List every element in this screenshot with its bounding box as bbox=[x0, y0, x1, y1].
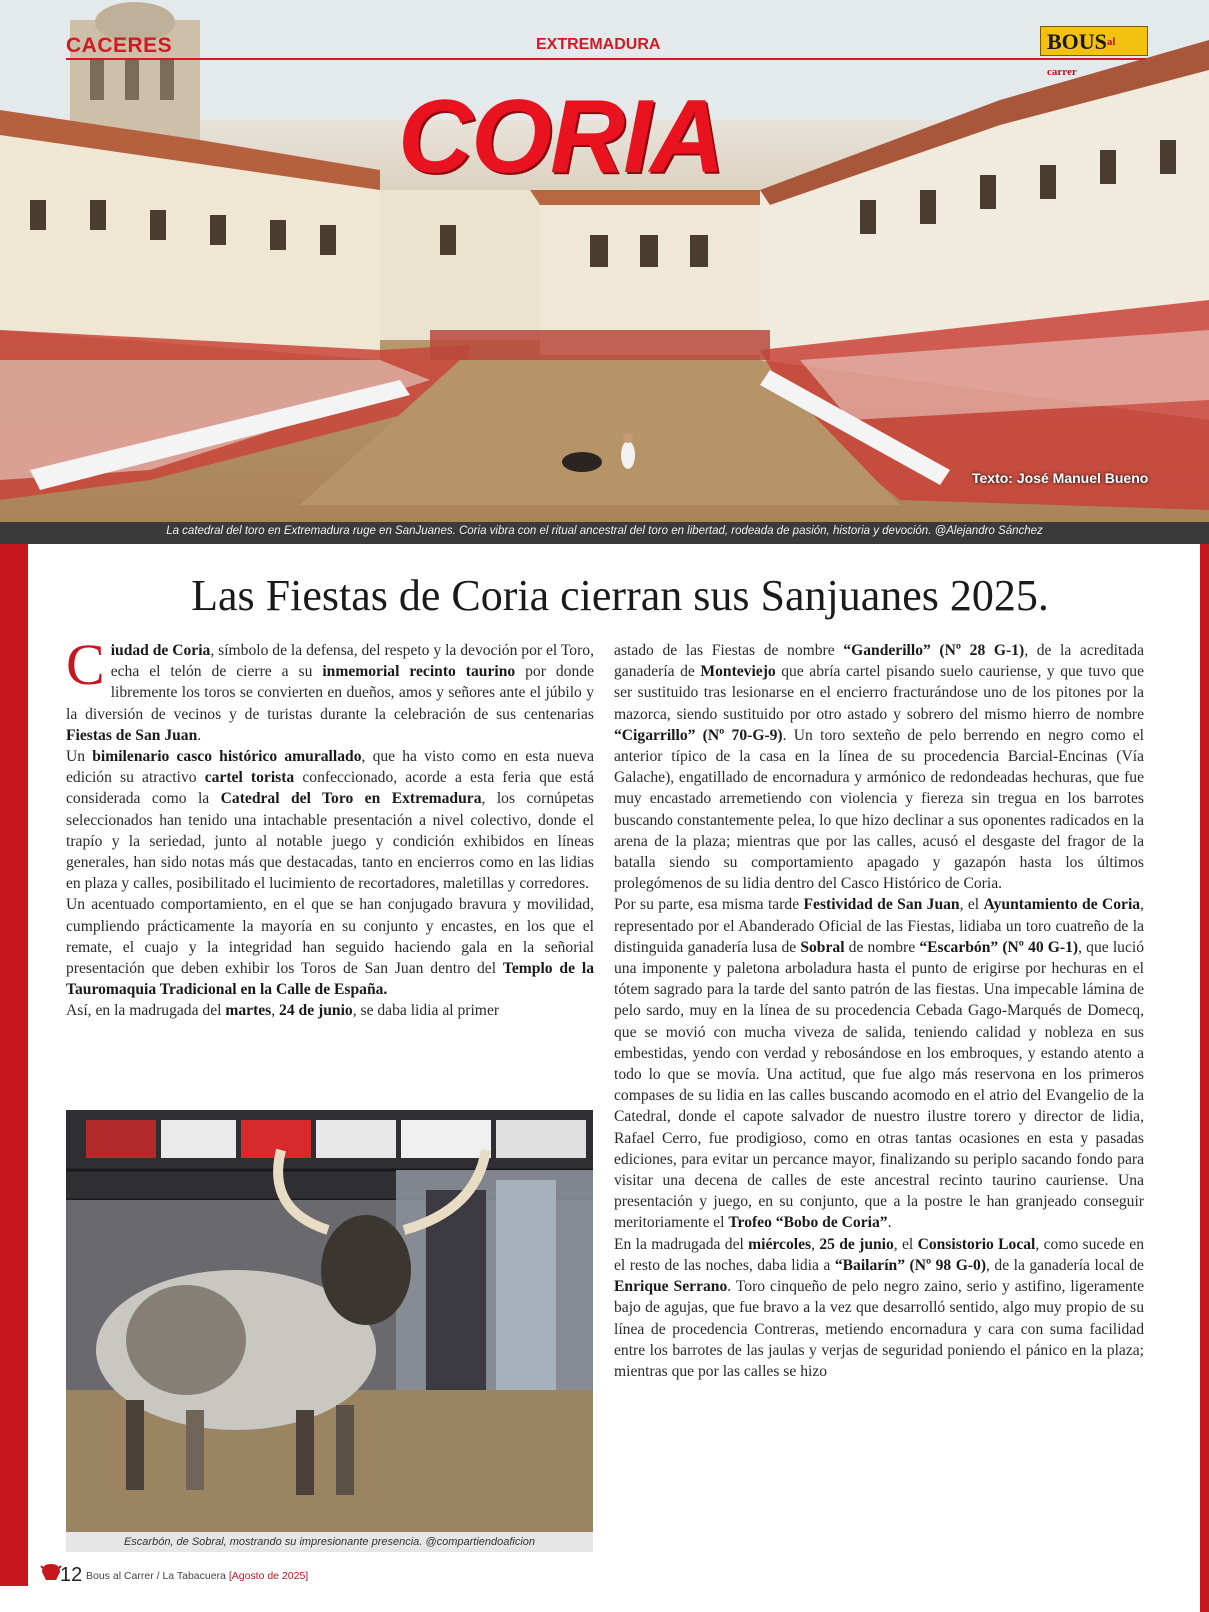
town-title: CORIA bbox=[398, 79, 724, 195]
text-run: , los cornúpetas seleccionados han tenido una intachable presentación a nivel colectivo, donde el trapío y la seriedad, junto al notable juego y condición exhibidos en líneas generales, han sido notas más que destacadas, tanto en encierros como en las lidias en plaza y calles, posibilitado el lucimiento de recortadores, maletillas y corredores. bbox=[66, 790, 594, 893]
text-run: que abría cartel pisando suelo cauriense, y que tuvo que ser sustituido tras lesionarse en el encierro fracturándose uno de los pitones por la mazorca, siendo sustituido por otro astado y sobrero del mismo hierro de nombre bbox=[614, 663, 1144, 723]
bold-text: Ayuntamiento de Coria bbox=[983, 896, 1141, 914]
text-run: Por su parte, esa misma tarde bbox=[614, 896, 804, 914]
text-run: Un acentuado comportamiento, en el que se han conjugado bravura y movilidad, cumpliendo prácticamente la mayoría en su conjunto y encastes, en los que el remate, el cuajo y la integridad han seguido haciendo gala en la señorial presentación que deben exhibir los Toros de San Juan dentro del bbox=[66, 896, 594, 978]
publication-logo bbox=[1040, 26, 1148, 78]
bold-text: 25 de junio bbox=[819, 1235, 894, 1253]
bold-text: “Escarbón” (Nº 40 G-1) bbox=[919, 938, 1079, 956]
bold-text: Fiestas de San Juan bbox=[66, 726, 198, 744]
region-label: CACERES bbox=[66, 34, 173, 57]
paragraph bbox=[614, 1234, 1144, 1382]
text-run: , se daba lidia al primer bbox=[352, 1002, 500, 1020]
paragraph-text bbox=[66, 632, 594, 744]
left-red-margin bbox=[0, 544, 28, 1586]
text-run: , de la acreditada ganadería de bbox=[614, 642, 1144, 681]
paragraph bbox=[66, 746, 594, 894]
text-run: En la madrugada del bbox=[614, 1235, 749, 1253]
text-run: de nombre bbox=[844, 938, 920, 956]
text-run: . bbox=[887, 1214, 892, 1232]
text-run: . Toro cinqueño de pelo negro zaino, serio y astifino, ligeramente bajo de agujas, que fue bravo a la vez que desarrolló sentido, algo muy propio de su línea de procedencia Contreras, metiendo encornadura y cara con suma facilidad entre los barrotes de las jaulas y verjas de seguridad poniendo el pánico en la plaza; mientras que por las calles se hizo bbox=[614, 1278, 1144, 1380]
issue-date: [Agosto de 2025] bbox=[228, 1570, 309, 1582]
text-run: , símbolo de la defensa, del respeto y la devoción por el Toro, echa el telón de cierre a su bbox=[110, 642, 594, 681]
bold-text: “Ganderillo” (Nº 28 G-1) bbox=[843, 642, 1025, 659]
article-column-right bbox=[614, 640, 1144, 1382]
text-run: astado de las Fiestas de nombre bbox=[614, 642, 844, 659]
bold-text: Catedral del Toro en Extremadura bbox=[220, 790, 482, 808]
bull-photo bbox=[66, 1110, 593, 1532]
text-run: confeccionado, acorde a esta feria que está considerada como la bbox=[66, 769, 594, 808]
paragraph bbox=[66, 1000, 594, 1021]
text-run: por donde libremente los toros se convierten en dueños, amos y señores ante el júbilo y la diversión de vecinos y de turistas durante la celebración de sus centenarias bbox=[66, 663, 594, 723]
text-run: . Un toro sexteño de pelo berrendo en negro como el anterior típico de la casa en la línea de su procedencia Barcial-Encinas (Vía Galache), engatillado de encornadura y armónico de redondeadas hechuras, que fue muy encastado arremetiendo con violencia y fiereza sin tregua en los barrotes buscando constantemente pelea, lo que hizo declinar a sus oponentes radicados en la arena de la plaza; mientras que por las calles, acusó el desgaste del fragor de la batalla siendo su comportamiento apagado y gazapón hasta los últimos prolegómenos de su lidia dentro del Casco Histórico de Coria. bbox=[614, 726, 1145, 893]
bold-text: Consistorio Local bbox=[917, 1235, 1036, 1253]
bold-text: inmemorial recinto taurino bbox=[322, 663, 516, 681]
footer-publication bbox=[86, 1570, 308, 1582]
page-number: 12 bbox=[60, 1564, 83, 1586]
text-run: , bbox=[271, 1002, 280, 1020]
text-run: , representado por el Abanderado Oficial de las Fiestas, lidiaba un toro cuatreño de la distinguida ganadería lusa de bbox=[614, 896, 1145, 956]
drop-cap: C bbox=[66, 632, 105, 697]
right-red-margin bbox=[1200, 544, 1209, 1612]
region-rule bbox=[66, 58, 1146, 60]
text-run: , que lució una imponente y paletona arboladura hasta el punto de erigirse por hechuras en el tótem sagrado para la tarde del santo patrón de las fiestas. Una impecable lámina de pelo sardo, muy en la línea de su procedencia Cebada Gago-Marqués de Domecq, que se movió con mucha viveza de salida, teniendo calidad y nobleza en sus embestidas, yendo con verdad y rebosándose en los embroques, y estando atento a todo lo que se movía. Una actitud, que fue algo más reservona en los primeros compases de su lidia en las calles buscando acomodo en el atrio del Evangelio de la Catedral, donde el capote salvador de nuestro ilustre torero y director de lidia, Rafael Cerro, fue prodigioso, como en otras tantas ocasiones en esta y pasadas ediciones, para evitar un percance mayor, finalizando su periplo sacando fondo para visitar una decena de calles de este ancestral recinto taurino cauriense. Una presentación y juego, en su conjunto, que a la postre le han granjeado conseguir meritoriamente el bbox=[614, 938, 1145, 1232]
text-run: , bbox=[811, 1235, 820, 1253]
text-run: Así, en la madrugada del bbox=[66, 1002, 226, 1020]
text-run: , que ha visto como en esta nueva edición su atractivo bbox=[66, 748, 594, 787]
section-label: EXTREMADURA bbox=[536, 36, 661, 53]
text-run: . bbox=[197, 726, 202, 744]
bold-text: “Bailarín” (Nº 98 G-0) bbox=[834, 1256, 987, 1274]
article-headline: Las Fiestas de Coria cierran sus Sanjuanes 2025. bbox=[191, 571, 1049, 620]
bold-text: Monteviejo bbox=[700, 663, 776, 681]
text-run: , de la ganadería local de bbox=[986, 1256, 1144, 1274]
bold-text: Festividad de San Juan bbox=[803, 896, 960, 914]
bold-text: bimilenario casco histórico amurallado bbox=[92, 748, 362, 766]
bold-text: Enrique Serrano bbox=[614, 1278, 728, 1296]
logo-main: BOUS bbox=[1047, 29, 1107, 54]
paragraph bbox=[614, 640, 1144, 894]
bold-text: iudad de Coria bbox=[110, 642, 211, 659]
bold-text: Templo de la Tauromaquia Tradicional en la Calle de España. bbox=[66, 960, 595, 999]
bold-text: cartel torista bbox=[204, 769, 295, 787]
author-byline: Texto: José Manuel Bueno bbox=[972, 470, 1149, 486]
publication-name: Bous al Carrer / La Tabacuera bbox=[86, 1570, 229, 1582]
text-run: , el bbox=[959, 896, 984, 914]
text-run: Un bbox=[66, 748, 93, 766]
bull-illustration bbox=[66, 1110, 593, 1532]
bull-icon bbox=[40, 1562, 62, 1582]
bold-text: Trofeo “Bobo de Coria” bbox=[728, 1214, 888, 1232]
bold-text: Sobral bbox=[800, 938, 845, 956]
bold-text: martes bbox=[225, 1002, 272, 1020]
top-photo-caption: La catedral del toro en Extremadura ruge en SanJuanes. Coria vibra con el ritual ancestral del toro en libertad, rodeada de pasión, historia y devoción. @Alejandro Sánchez bbox=[166, 525, 1043, 537]
article-column-left bbox=[66, 632, 595, 1022]
bold-text: “Cigarrillo” (Nº 70-G-9) bbox=[614, 726, 783, 744]
logo-small: al carrer bbox=[1047, 36, 1116, 78]
text-run: , el bbox=[893, 1235, 918, 1253]
paragraph bbox=[66, 632, 594, 746]
text-run: , como sucede en el resto de las noches, daba lidia a bbox=[614, 1235, 1145, 1274]
bold-text: miércoles bbox=[748, 1235, 812, 1253]
paragraph bbox=[66, 894, 594, 1000]
bull-photo-caption: Escarbón, de Sobral, mostrando su impresionante presencia. @compartiendoaficion bbox=[66, 1532, 593, 1552]
paragraph bbox=[614, 894, 1144, 1233]
bold-text: 24 de junio bbox=[279, 1002, 353, 1020]
